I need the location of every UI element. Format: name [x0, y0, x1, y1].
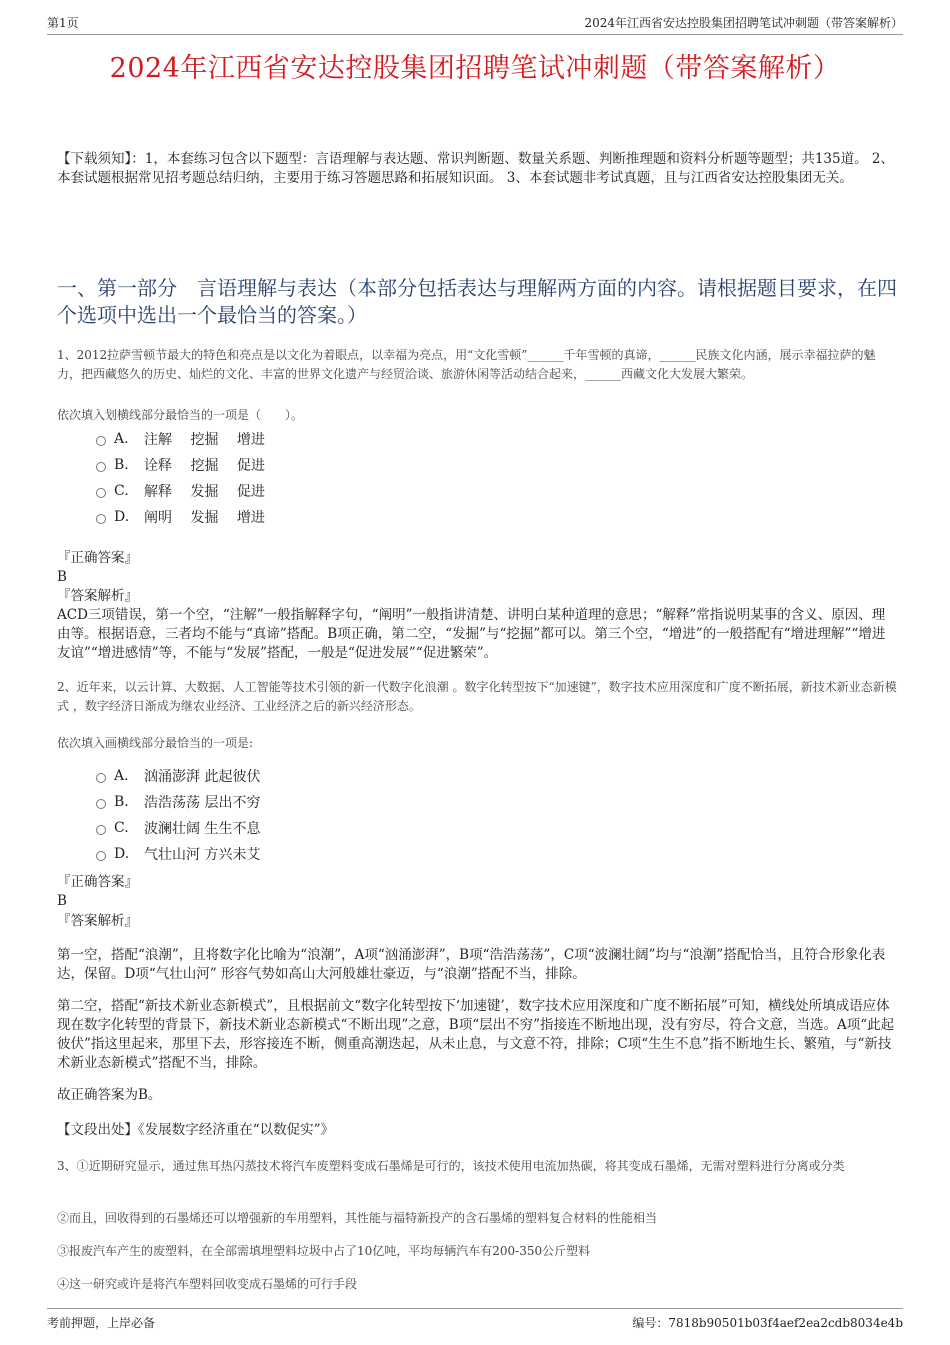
q2-option-d[interactable]: D. 气壮山河 方兴未艾	[96, 841, 260, 867]
q3-stem: 3、①近期研究显示，通过焦耳热闪蒸技术将汽车废塑料变成石墨烯是可行的，该技术使用电流加热碳，将其变成石墨烯，无需对塑料进行分离或分类	[57, 1159, 845, 1173]
q1-option-a[interactable]: A. 注解 挖掘 增进	[96, 426, 265, 452]
radio-icon[interactable]	[96, 462, 106, 472]
header-doc-title: 2024年江西省安达控股集团招聘笔试冲刺题（带答案解析）	[584, 16, 903, 30]
page-header	[47, 14, 903, 35]
q2-answer: B	[57, 893, 67, 909]
page-title: 2024年江西省安达控股集团招聘笔试冲刺题（带答案解析）	[109, 53, 841, 84]
q2-answer-label: 『正确答案』	[57, 874, 138, 890]
radio-icon[interactable]	[96, 488, 106, 498]
q2-source: 【文段出处】《发展数字经济重在“以数促实”》	[57, 1122, 335, 1138]
page-number: 第1页	[47, 16, 79, 30]
radio-icon[interactable]	[96, 773, 106, 783]
q1-option-b[interactable]: B. 诠释 挖掘 促进	[96, 452, 265, 478]
footer-doc-id: 编号：7818b90501b03f4aef2ea2cdb8034e4b	[632, 1316, 903, 1330]
q2-option-c[interactable]: C. 波澜壮阔 生生不息	[96, 815, 260, 841]
q1-prompt: 依次填入划横线部分最恰当的一项是（ ）。	[57, 408, 304, 422]
radio-icon[interactable]	[96, 436, 106, 446]
q2-option-b[interactable]: B. 浩浩荡荡 层出不穷	[96, 789, 260, 815]
q2-options	[96, 763, 260, 867]
q2-analysis-label: 『答案解析』	[57, 913, 138, 929]
radio-icon[interactable]	[96, 799, 106, 809]
q2-prompt: 依次填入画横线部分最恰当的一项是:	[57, 736, 254, 750]
q1-option-d[interactable]: D. 阐明 发掘 增进	[96, 504, 265, 530]
footer-slogan: 考前押题，上岸必备	[47, 1316, 156, 1330]
download-notice: 【下载须知】：1，本套练习包含以下题型：言语理解与表达题、常识判断题、数量关系题、判断推理题和资料分析题等题型；共135道。 2、本套试题根据常见招考题总结归纳，主要用于练习答题思路和拓展知识面。 3、本套试题非考试真题，且与江西省安达控股集团无关。	[57, 151, 894, 186]
q2-analysis-p2: 第二空，搭配“新技术新业态新模式”，且根据前文“数字化转型按下‘加速键’，数字技术应用深度和广度不断拓展”可知，横线处所填成语应体现在数字化转型的背景下，新技术新业态新模式“不断出现”之意，B项“层出不穷”指接连不断地出现，没有穷尽，符合文意，当选。A项“此起彼伏”指这里起来，那里下去，形容接连不断，侧重高潮迭起，从未止息，与文意不符，排除；C项“生生不息”指不断地生长、繁殖，与“新技术新业态新模式”搭配不当，排除。	[57, 998, 895, 1071]
radio-icon[interactable]	[96, 825, 106, 835]
q2-conclusion: 故正确答案为B。	[57, 1087, 162, 1103]
q1-option-c[interactable]: C. 解释 发掘 促进	[96, 478, 265, 504]
q1-answer: B	[57, 569, 67, 585]
q2-stem: 2、近年来，以云计算、大数据、人工智能等技术引领的新一代数字化浪潮 。数字化转型按下“加速键”，数字技术应用深度和广度不断拓展，新技术新业态新模式 ，数字经济日渐成为继农业经济、工业经济之后的新兴经济形态。	[57, 680, 897, 713]
q3-sentence-2: ②而且，回收得到的石墨烯还可以增强新的车用塑料，其性能与福特新投产的含石墨烯的塑料复合材料的性能相当	[57, 1211, 658, 1225]
radio-icon[interactable]	[96, 851, 106, 861]
q1-analysis: ACD三项错误，第一个空，“注解”一般指解释字句，“阐明”一般指讲清楚、讲明白某种道理的意思；“解释”常指说明某事的含义、原因、理由等。根据语意，三者均不能与“真谛”搭配。B项正确，第二空，“发掘”与“挖掘”都可以。第三个空，“增进”的一般搭配有“增进理解”“增进友谊”“增进感情”等，不能与“发展”搭配，一般是“促进发展”“促进繁荣”。	[57, 607, 886, 661]
q3-sentence-3: ③报废汽车产生的废塑料，在全部需填埋塑料垃圾中占了10亿吨，平均每辆汽车有200-350公斤塑料	[57, 1244, 591, 1258]
q1-stem: 1、2012拉萨雪顿节最大的特色和亮点是以文化为着眼点，以幸福为亮点，用“文化雪顿”______千年雪顿的真谛，______民族文化内涵，展示幸福拉萨的魅力，把西藏悠久的历史、灿烂的文化、丰富的世界文化遗产与经贸洽谈、旅游休闲等活动结合起来，______西藏文化大发展大繁荣。	[57, 348, 876, 381]
q1-options	[96, 426, 265, 530]
section-title: 一、第一部分 言语理解与表达（本部分包括表达与理解两方面的内容。请根据题目要求，在四个选项中选出一个最恰当的答案。）	[57, 276, 897, 327]
q1-analysis-label: 『答案解析』	[57, 588, 138, 604]
q3-sentence-4: ④这一研究或许是将汽车塑料回收变成石墨烯的可行手段	[57, 1277, 358, 1291]
page-footer	[47, 1308, 903, 1331]
q2-analysis-p1: 第一空，搭配“浪潮”，且将数字化比喻为“浪潮”，A项“汹涌澎湃”，B项“浩浩荡荡”，C项“波澜壮阔”均与“浪潮”搭配恰当，且符合形象化表达，保留。D项“气壮山河” 形容气势如高山大河般雄壮豪迈，与“浪潮”搭配不当，排除。	[57, 947, 886, 982]
radio-icon[interactable]	[96, 514, 106, 524]
q1-answer-label: 『正确答案』	[57, 550, 138, 566]
q2-option-a[interactable]: A. 汹涌澎湃 此起彼伏	[96, 763, 260, 789]
